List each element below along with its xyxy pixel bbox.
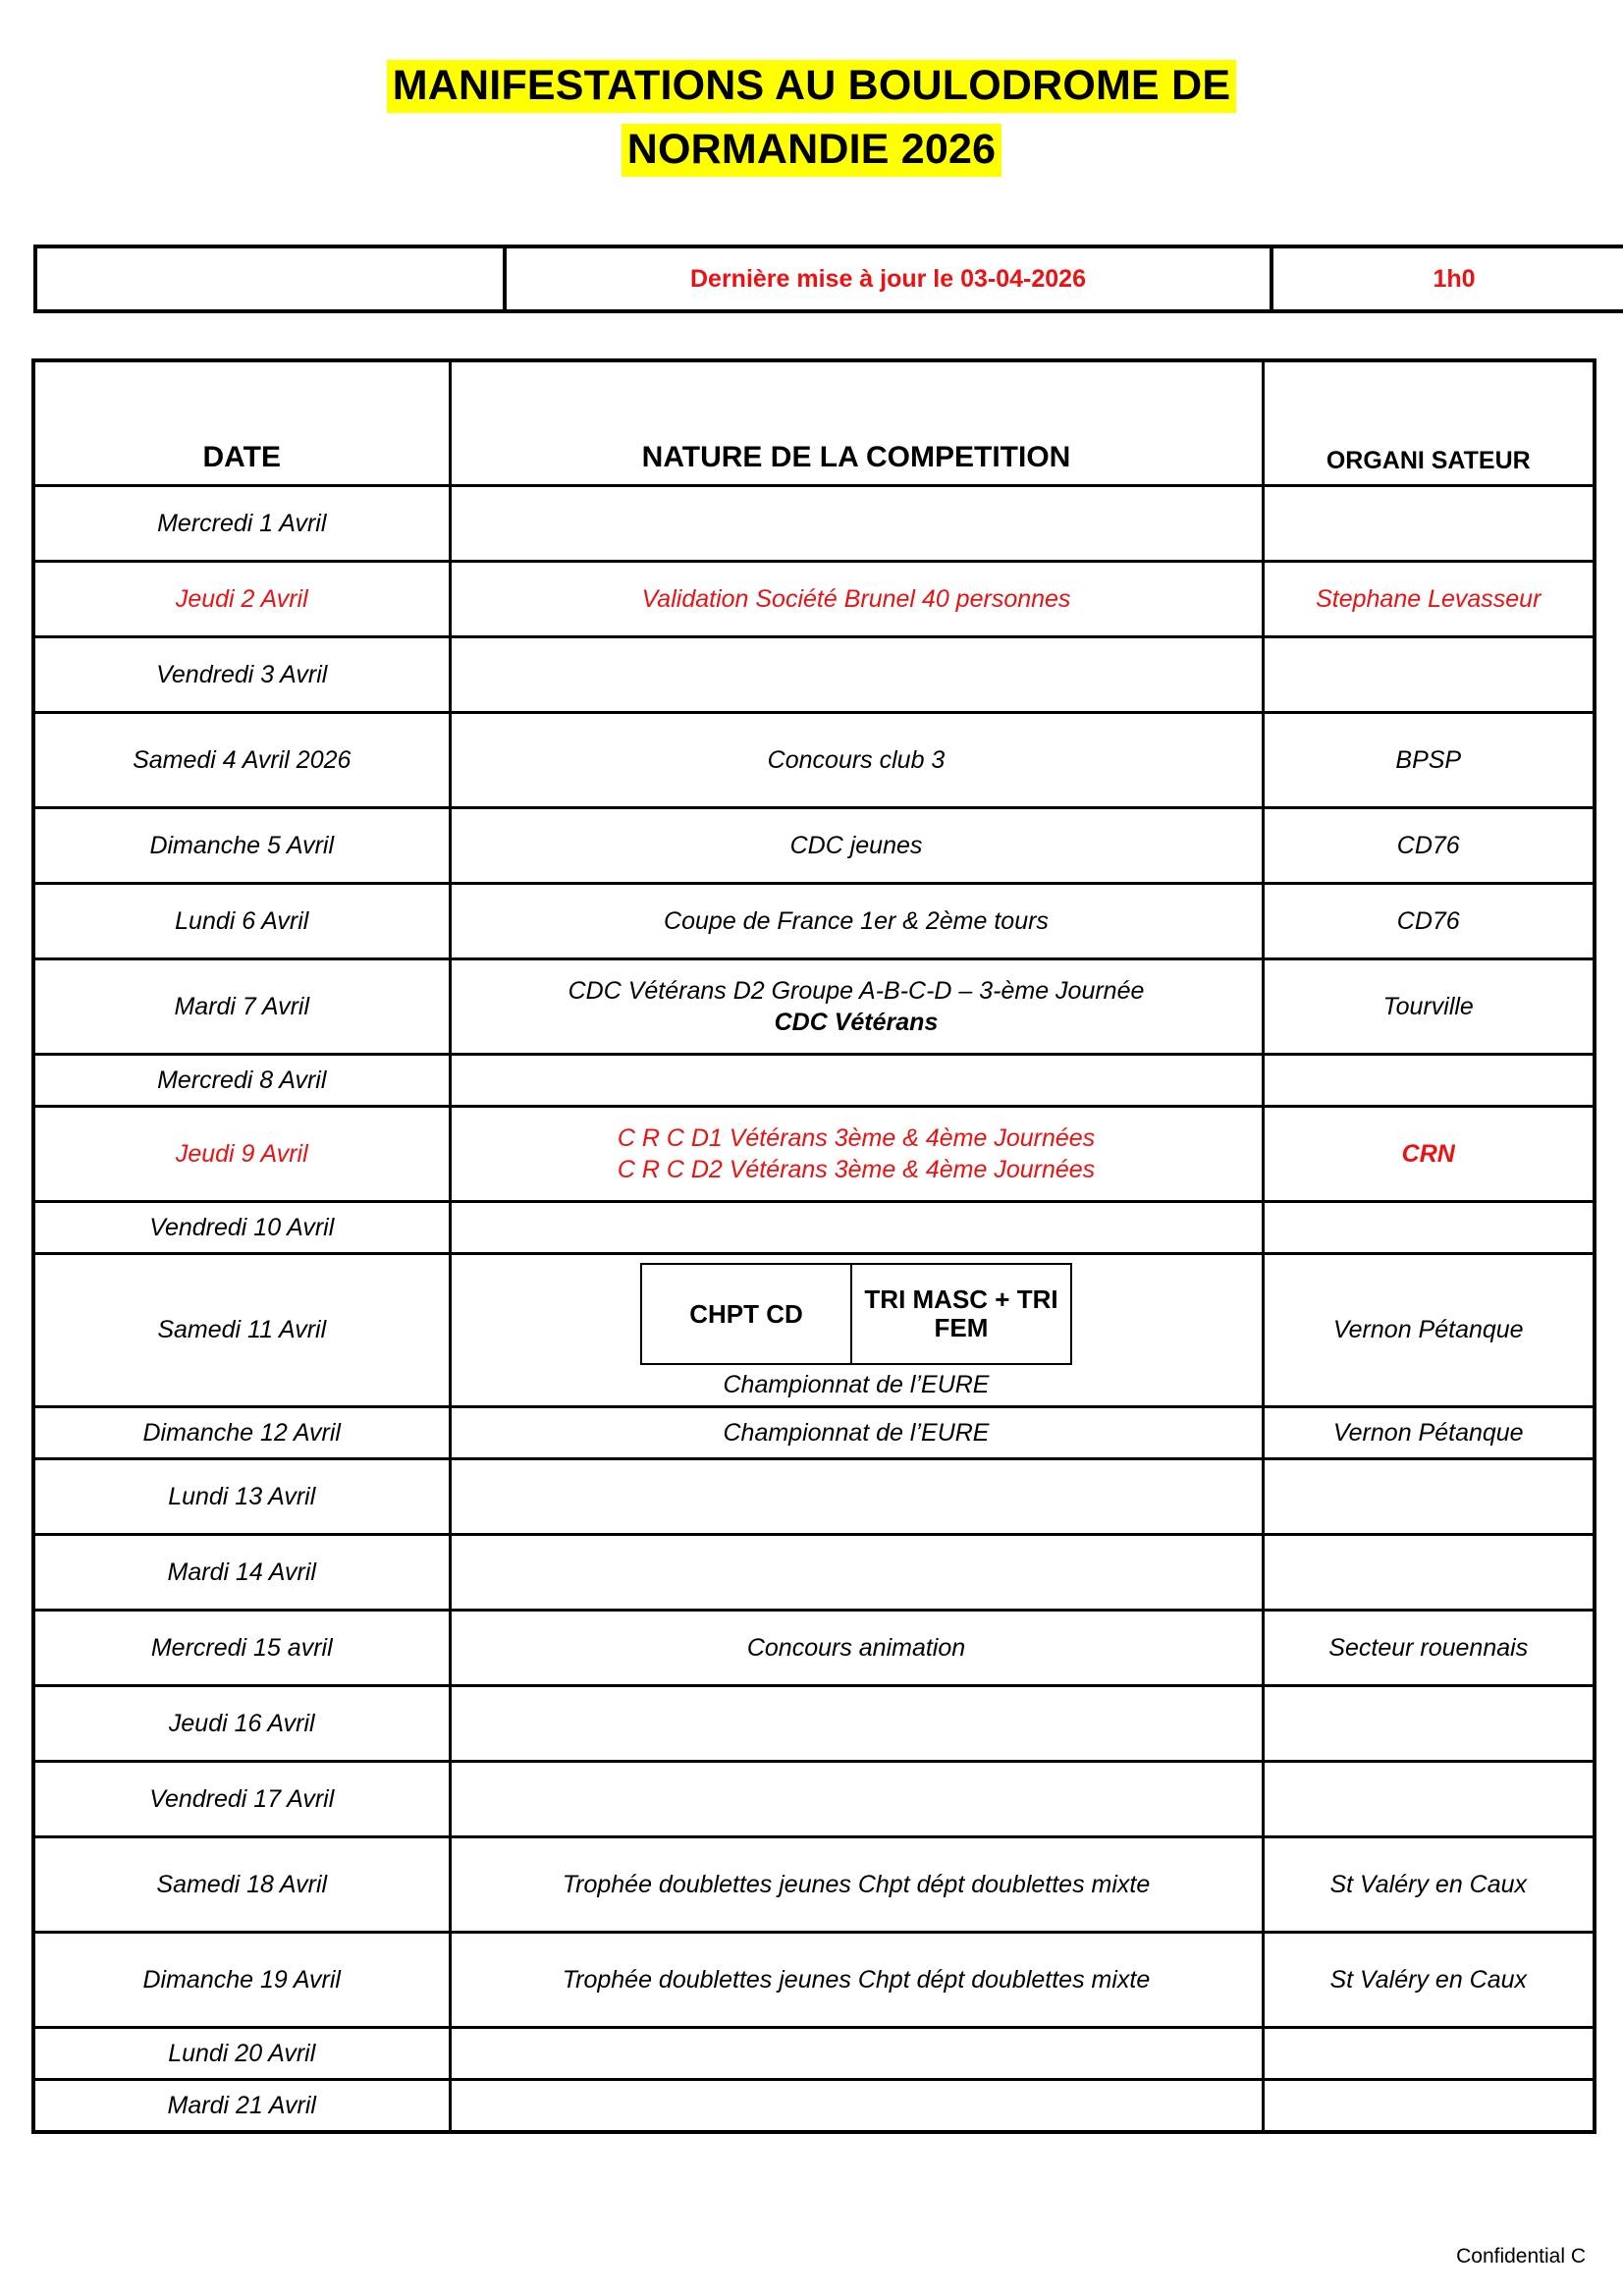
cell-date: Lundi 20 Avril — [33, 2027, 450, 2079]
last-update-bar — [33, 245, 1623, 313]
cell-nature: Championnat de l’EURE — [450, 1406, 1263, 1458]
cell-date: Dimanche 19 Avril — [33, 1932, 450, 2027]
update-duration-cell — [1271, 246, 1623, 311]
table-row — [33, 808, 1595, 884]
cell-nature — [450, 1761, 1263, 1836]
cell-date: Samedi 18 Avril — [33, 1836, 450, 1932]
cell-date: Dimanche 5 Avril — [33, 808, 450, 884]
cell-organiser — [1263, 1534, 1595, 1610]
cell-nature — [450, 1055, 1263, 1107]
cell-date: Mercredi 8 Avril — [33, 1055, 450, 1107]
table-row — [33, 1685, 1595, 1761]
table-row — [33, 1534, 1595, 1610]
cell-organiser: Vernon Pétanque — [1263, 1406, 1595, 1458]
cell-nature: Coupe de France 1er & 2ème tours — [450, 884, 1263, 959]
nested-table-row — [641, 1264, 1071, 1364]
table-row — [33, 2027, 1595, 2079]
cell-organiser — [1263, 1202, 1595, 1254]
column-header-date: DATE — [33, 360, 450, 486]
cell-nature — [450, 1202, 1263, 1254]
cell-nature: Trophée doublettes jeunes Chpt dépt doublettes mixte — [450, 1932, 1263, 2027]
table-row — [33, 1107, 1595, 1202]
table-row — [33, 1202, 1595, 1254]
cell-date: Mercredi 1 Avril — [33, 486, 450, 562]
cell-organiser: CRN — [1263, 1107, 1595, 1202]
cell-date: Lundi 13 Avril — [33, 1458, 450, 1534]
cell-organiser: Secteur rouennais — [1263, 1610, 1595, 1685]
cell-nature: Concours club 3 — [450, 713, 1263, 808]
cell-organiser: CD76 — [1263, 884, 1595, 959]
cell-organiser — [1263, 2027, 1595, 2079]
table-row — [33, 2079, 1595, 2132]
cell-nature — [450, 959, 1263, 1055]
title-line-2-text: NORMANDIE 2026 — [622, 124, 1002, 177]
cell-nature — [450, 1254, 1263, 1407]
cell-date: Vendredi 10 Avril — [33, 1202, 450, 1254]
cell-nature-line-2: CDC Vétérans — [774, 1009, 939, 1037]
column-header-nature: NATURE DE LA COMPETITION — [450, 360, 1263, 486]
cell-nature: Trophée doublettes jeunes Chpt dépt doublettes mixte — [450, 1836, 1263, 1932]
cell-nature — [450, 486, 1263, 562]
table-row — [33, 884, 1595, 959]
cell-date: Vendredi 17 Avril — [33, 1761, 450, 1836]
title-line-1 — [0, 61, 1623, 111]
update-date-text: Dernière mise à jour le 03-04-2026 — [689, 264, 1086, 293]
cell-organiser: Stephane Levasseur — [1263, 562, 1595, 637]
cell-date: Mardi 14 Avril — [33, 1534, 450, 1610]
title-line-1-text: MANIFESTATIONS AU BOULODROME DE — [387, 60, 1236, 113]
title-line-2 — [0, 125, 1623, 175]
table-row — [33, 959, 1595, 1055]
schedule-header-row — [33, 360, 1595, 486]
schedule-table — [31, 358, 1596, 2134]
cell-organiser — [1263, 486, 1595, 562]
table-row — [33, 562, 1595, 637]
cell-organiser — [1263, 1458, 1595, 1534]
cell-organiser — [1263, 1685, 1595, 1761]
last-update-row — [35, 246, 1623, 311]
confidentiality-footer: Confidential C — [1456, 2245, 1586, 2268]
nested-cell-chpt: CHPT CD — [641, 1264, 851, 1364]
table-row — [33, 1932, 1595, 2027]
cell-organiser — [1263, 2079, 1595, 2132]
cell-date: Mardi 7 Avril — [33, 959, 450, 1055]
cell-organiser — [1263, 637, 1595, 713]
table-row — [33, 1055, 1595, 1107]
cell-date: Mardi 21 Avril — [33, 2079, 450, 2132]
table-row — [33, 1254, 1595, 1407]
table-row — [33, 1761, 1595, 1836]
cell-nature-line-2: C R C D2 Vétérans 3ème & 4ème Journées — [617, 1156, 1096, 1184]
cell-date: Samedi 4 Avril 2026 — [33, 713, 450, 808]
cell-date: Jeudi 16 Avril — [33, 1685, 450, 1761]
nested-caption: Championnat de l’EURE — [723, 1371, 990, 1399]
column-header-organiser: ORGANI SATEUR — [1263, 360, 1595, 486]
cell-nature — [450, 1685, 1263, 1761]
cell-nature: CDC jeunes — [450, 808, 1263, 884]
cell-organiser: BPSP — [1263, 713, 1595, 808]
cell-organiser: Vernon Pétanque — [1263, 1254, 1595, 1407]
cell-organiser: St Valéry en Caux — [1263, 1836, 1595, 1932]
table-row — [33, 1458, 1595, 1534]
cell-organiser — [1263, 1761, 1595, 1836]
cell-date: Dimanche 12 Avril — [33, 1406, 450, 1458]
nested-table — [640, 1263, 1072, 1365]
table-row — [33, 1610, 1595, 1685]
cell-nature — [450, 1534, 1263, 1610]
cell-date: Mercredi 15 avril — [33, 1610, 450, 1685]
cell-organiser: Tourville — [1263, 959, 1595, 1055]
cell-date: Jeudi 9 Avril — [33, 1107, 450, 1202]
schedule-table-wrapper — [0, 358, 1623, 2134]
cell-organiser: CD76 — [1263, 808, 1595, 884]
cell-nature — [450, 1458, 1263, 1534]
update-duration-text: 1h0 — [1433, 264, 1476, 293]
document-title — [0, 0, 1623, 174]
cell-nature: Concours animation — [450, 1610, 1263, 1685]
update-blank-cell — [35, 246, 505, 311]
cell-nature: Validation Société Brunel 40 personnes — [450, 562, 1263, 637]
cell-organiser: St Valéry en Caux — [1263, 1932, 1595, 2027]
cell-date: Lundi 6 Avril — [33, 884, 450, 959]
cell-date: Jeudi 2 Avril — [33, 562, 450, 637]
cell-organiser — [1263, 1055, 1595, 1107]
cell-nature — [450, 1107, 1263, 1202]
update-date-cell — [505, 246, 1271, 311]
table-row — [33, 713, 1595, 808]
table-row — [33, 637, 1595, 713]
cell-date: Vendredi 3 Avril — [33, 637, 450, 713]
nested-category-box — [460, 1259, 1254, 1401]
nested-cell-category: TRI MASC + TRI FEM — [851, 1264, 1071, 1364]
cell-nature — [450, 637, 1263, 713]
table-row — [33, 1836, 1595, 1932]
cell-date: Samedi 11 Avril — [33, 1254, 450, 1407]
cell-nature — [450, 2027, 1263, 2079]
cell-nature-line-1: C R C D1 Vétérans 3ème & 4ème Journées — [617, 1123, 1096, 1152]
table-row — [33, 1406, 1595, 1458]
cell-nature-line-1: CDC Vétérans D2 Groupe A-B-C-D – 3-ème Journée — [568, 976, 1145, 1005]
table-row — [33, 486, 1595, 562]
cell-nature — [450, 2079, 1263, 2132]
